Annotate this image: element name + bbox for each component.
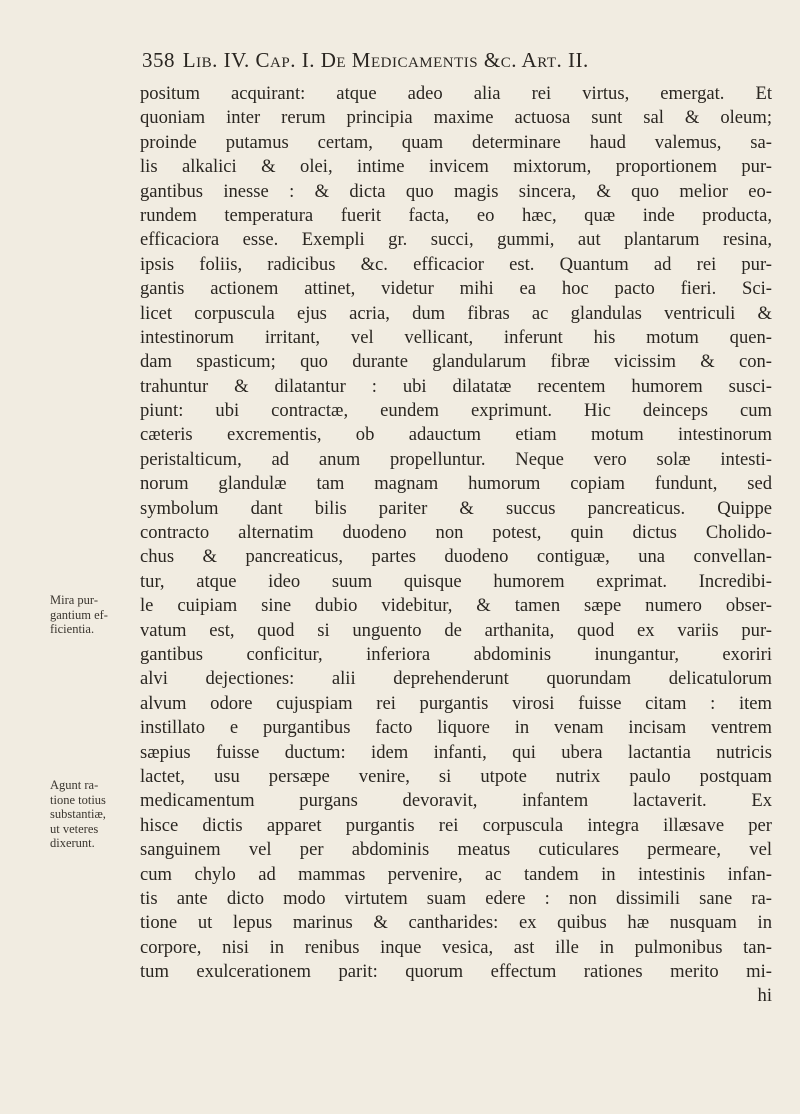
text-line: tur, atque ideo suum quisque humorem exprimat. Incredibi- [140, 570, 772, 592]
text-line: sæpius fuisse ductum: idem infanti, qui ubera lactantia nutricis [140, 741, 772, 763]
text-line: instillato e purgantibus facto liquore in venam incisam ventrem [140, 717, 772, 739]
text-line: intestinorum irritant, vel vellicant, inferunt his motum quen- [140, 326, 772, 348]
marginal-line: ficientia. [50, 622, 95, 636]
running-header [142, 48, 782, 73]
final-word: hi [757, 985, 772, 1007]
text-line: alvum odore cujuspiam rei purgantis virosi fuisse citam : item [140, 692, 772, 714]
text-line: lactet, usu persæpe venire, si utpote nutrix paulo postquam [140, 765, 772, 787]
marginal-line: Mira pur- [50, 593, 98, 607]
text-line: piunt: ubi contractæ, eundem exprimunt. Hic deinceps cum [140, 400, 772, 422]
text-line: le cuipiam sine dubio videbitur, & tamen sæpe numero obser- [140, 595, 772, 617]
text-line: licet corpuscula ejus acria, dum fibras ac glandulas ventriculi & [140, 302, 772, 324]
text-line: quoniam inter rerum principia maxime actuosa sunt sal & oleum; [140, 107, 772, 129]
marginal-note-mira-purgantium [50, 593, 134, 637]
text-line: alvi dejectiones: alii deprehenderunt quorundam delicatulorum [140, 668, 772, 690]
running-title: Lib. IV. Cap. I. De Medicamentis &c. Art. II. [182, 48, 589, 72]
text-line: vatum est, quod si unguento de arthanita, quod ex variis pur- [140, 619, 772, 641]
text-line: dam spasticum; quo durante glandularum fibræ vicissim & con- [140, 351, 772, 373]
text-line: rundem temperatura fuerit facta, eo hæc, quæ inde producta, [140, 204, 772, 226]
text-line: tis ante dicto modo virtutem suam edere : non dissimili sane ra- [140, 887, 772, 909]
text-line: cæteris excrementis, ob adauctum etiam motum intestinorum [140, 424, 772, 446]
text-line: chus & pancreaticus, partes duodeno contiguæ, una convellan- [140, 546, 772, 568]
marginal-line: dixerunt. [50, 836, 95, 850]
text-line: cum chylo ad mammas pervenire, ac tandem in intestinis infan- [140, 863, 772, 885]
text-line: contracto alternatim duodeno non potest, quin dictus Cholido- [140, 522, 772, 544]
text-line: gantis actionem attinet, videtur mihi ea hoc pacto fieri. Sci- [140, 278, 772, 300]
text-line: positum acquirant: atque adeo alia rei virtus, emergat. Et [140, 83, 772, 104]
text-line: proinde putamus certam, quam determinare haud valemus, sa- [140, 131, 772, 153]
text-line: corpore, nisi in renibus inque vesica, ast ille in pulmonibus tan- [140, 936, 772, 958]
text-line: medicamentum purgans devoravit, infantem lactaverit. Ex [140, 790, 772, 812]
marginal-note-agunt-ratione [50, 778, 134, 851]
marginal-line: tione totius [50, 792, 106, 807]
text-line: tum exulcerationem parit: quorum effectum rationes merito mi- [140, 961, 772, 983]
text-line: sanguinem vel per abdominis meatus cuticulares permeare, vel [140, 839, 772, 861]
text-line: tione ut lepus marinus & cantharides: ex quibus hæ nusquam in [140, 912, 772, 934]
marginal-line: Agunt ra- [50, 778, 99, 792]
text-line: ipsis foliis, radicibus &c. efficacior est. Quantum ad rei pur- [140, 253, 772, 275]
page-number: 358 [142, 48, 175, 72]
text-line: gantibus conficitur, inferiora abdominis inungantur, exoriri [140, 643, 772, 665]
text-line: peristalticum, ad anum propelluntur. Neque vero solæ intesti- [140, 448, 772, 470]
marginal-line: substantiæ, [50, 807, 106, 821]
text-line: hisce dictis apparet purgantis rei corpuscula integra illæsave per [140, 814, 772, 836]
marginal-line: gantium ef- [50, 607, 108, 622]
text-line: gantibus inesse : & dicta quo magis sincera, & quo melior eo- [140, 180, 772, 202]
main-text-block [140, 82, 772, 1009]
marginal-line: ut veteres [50, 821, 99, 836]
text-line: norum glandulæ tam magnam humorum copiam fundunt, sed [140, 473, 772, 495]
text-line: trahuntur & dilatantur : ubi dilatatæ recentem humorem susci- [140, 375, 772, 397]
text-line: symbolum dant bilis pariter & succus pancreaticus. Quippe [140, 497, 772, 519]
text-line: lis alkalici & olei, intime invicem mixtorum, proportionem pur- [140, 156, 772, 178]
text-line: efficaciora esse. Exempli gr. succi, gummi, aut plantarum resina, [140, 229, 772, 251]
